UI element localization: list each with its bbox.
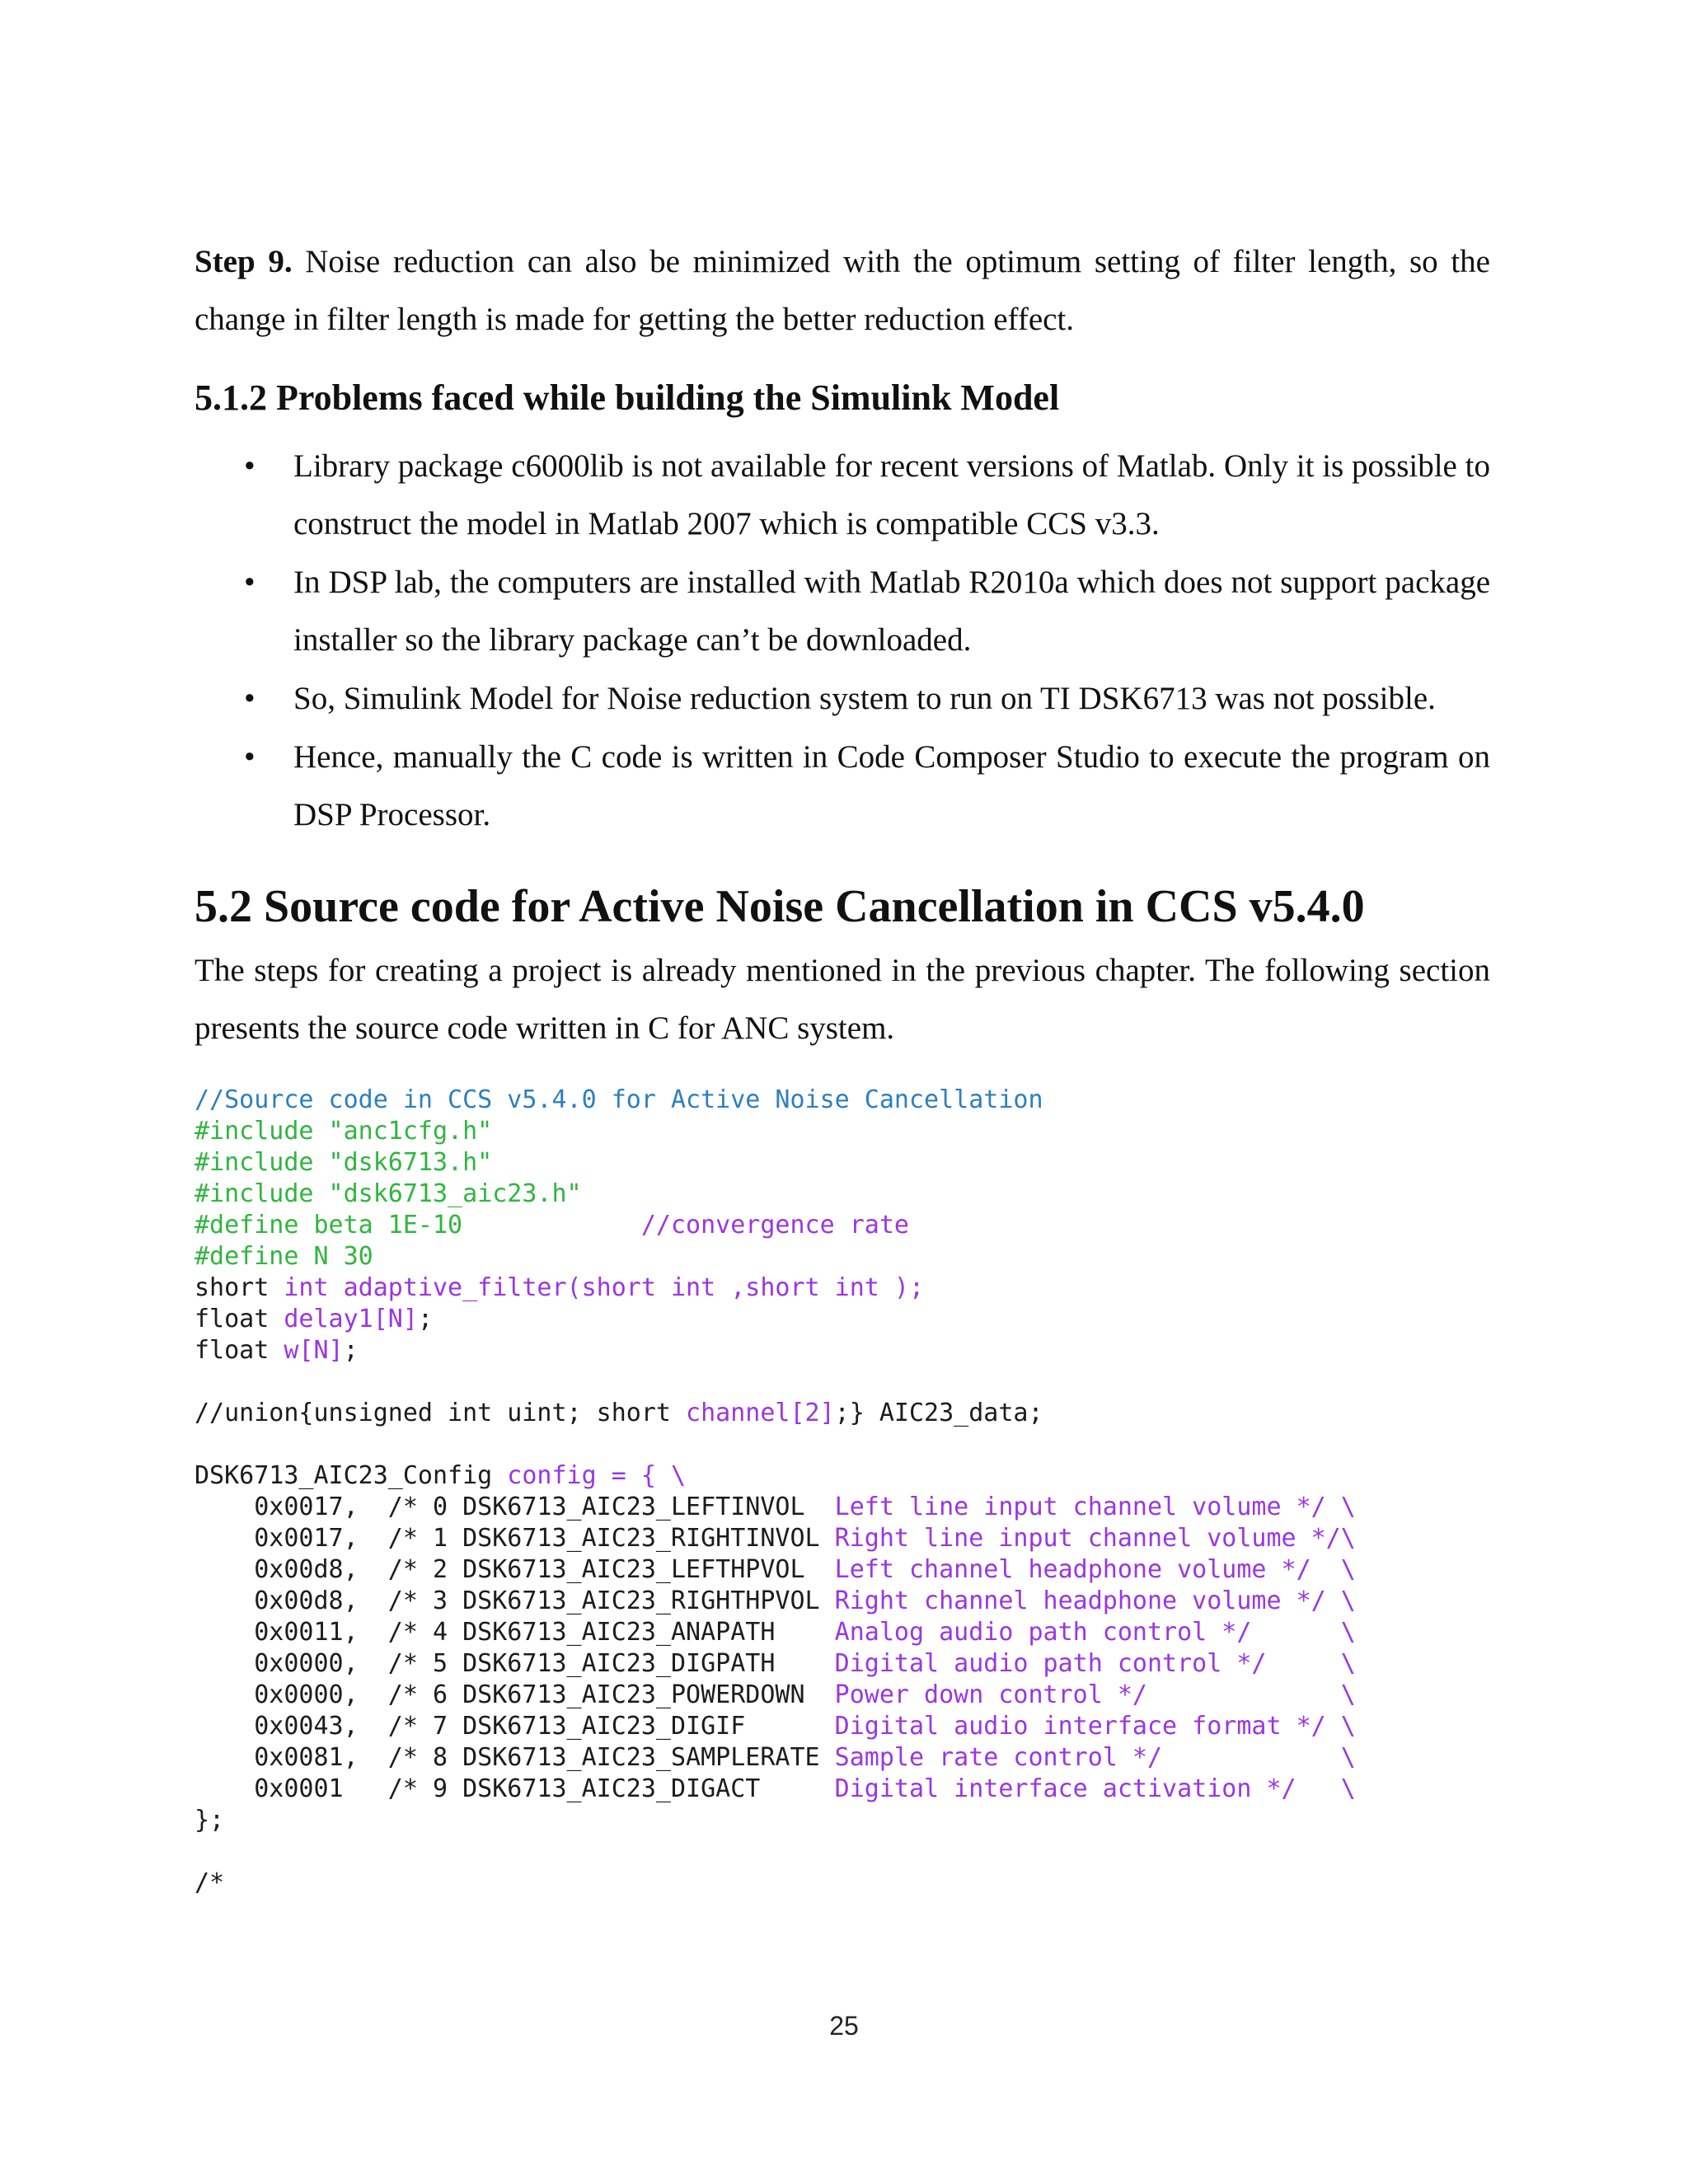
code-token: #include "anc1cfg.h" [195,1117,493,1146]
step-9-paragraph [195,233,1490,349]
code-line [195,1680,1356,1711]
code-token [462,1211,641,1240]
code-token: delay1[N] [284,1305,418,1333]
code-token: 0x0000, /* 6 DSK6713_AIC23_POWERDOWN [195,1680,835,1709]
code-token: int adaptive_filter(short int ,short int ); [284,1273,925,1302]
code-token: 0x00d8, /* 3 DSK6713_AIC23_RIGHTHPVOL [195,1586,835,1615]
problems-list [195,438,1490,845]
code-line [195,1648,1356,1680]
code-line [195,1523,1356,1554]
code-token: //union{unsigned int uint; short [195,1399,687,1427]
code-token: ;} AIC23_data; [834,1399,1043,1427]
code-token: Digital audio interface format */ \ [834,1712,1356,1741]
section-heading-5-2: 5.2 Source code for Active Noise Cancellation in CCS v5.4.0 [195,881,1365,932]
code-line [195,1429,1356,1460]
list-item [195,670,1490,728]
code-line [195,1335,1356,1366]
list-item [195,554,1490,669]
code-token: Power down control */ \ [834,1680,1356,1709]
code-token: float [195,1336,284,1365]
list-item-text: So, Simulink Model for Noise reduction system to run on TI DSK6713 was not possible. [293,681,1436,716]
code-token: Left channel headphone volume */ \ [834,1555,1356,1584]
code-token: config = { \ [507,1461,687,1490]
code-line [195,1210,1356,1241]
step-label: Step 9. [195,244,293,279]
code-line [195,1554,1356,1586]
code-token: 0x0011, /* 4 DSK6713_AIC23_ANAPATH [195,1618,835,1647]
code-token: float [195,1305,284,1333]
code-line [195,1366,1356,1398]
code-token: 0x0017, /* 0 DSK6713_AIC23_LEFTINVOL [195,1493,835,1521]
code-token: DSK6713_AIC23_Config [195,1461,508,1490]
code-line [195,1179,1356,1210]
list-item-text: Hence, manually the C code is written in Code Composer Studio to execute the program on DSP Processor. [293,739,1490,832]
source-code-block [195,1085,1356,1899]
code-token: 0x0043, /* 7 DSK6713_AIC23_DIGIF [195,1712,835,1741]
code-line [195,1272,1356,1304]
code-token: Digital audio path control */ \ [834,1649,1356,1678]
code-token: 0x0001 /* 9 DSK6713_AIC23_DIGACT [195,1774,835,1803]
code-token: #define beta 1E-10 [195,1211,463,1240]
code-token: short [195,1273,284,1302]
code-token: Left line input channel volume */ \ [834,1493,1356,1521]
list-item-text: Library package c6000lib is not available for recent versions of Matlab. Only it is possible to construct the model in Matlab 2007 which is compatible CCS v3.3. [293,448,1490,541]
code-token: channel[2] [686,1399,835,1427]
code-token: //convergence rate [640,1211,909,1240]
code-line [195,1460,1356,1492]
code-token: w[N] [284,1336,344,1365]
list-item-text: In DSP lab, the computers are installed with Matlab R2010a which does not support package installer so the library package can’t be downloaded. [293,565,1490,658]
code-token: Sample rate control */ \ [834,1743,1356,1772]
code-token: Right channel headphone volume */ \ [834,1586,1356,1615]
code-token: Right line input channel volume */\ [834,1524,1356,1553]
code-line [195,1711,1356,1742]
code-token: #include "dsk6713_aic23.h" [195,1179,582,1208]
code-token: /* [195,1868,225,1897]
code-token: Digital interface activation */ \ [834,1774,1356,1803]
bullet-icon: • [244,681,256,716]
code-line [195,1617,1356,1648]
code-line [195,1868,1356,1899]
code-line [195,1398,1356,1429]
code-line [195,1492,1356,1523]
section-heading-5-1-2: 5.1.2 Problems faced while building the Simulink Model [195,377,1060,418]
step-text: Noise reduction can also be minimized with the optimum setting of filter length, so the change in filter length is made for getting the better reduction effect. [195,244,1490,337]
code-token: ; [417,1305,433,1333]
code-token: #define N 30 [195,1242,373,1271]
list-item [195,438,1490,553]
code-line [195,1147,1356,1179]
code-token: 0x0000, /* 5 DSK6713_AIC23_DIGPATH [195,1649,835,1678]
code-token: }; [195,1806,225,1835]
code-line [195,1241,1356,1272]
code-line [195,1116,1356,1147]
code-token: #include "dsk6713.h" [195,1148,493,1177]
code-line [195,1586,1356,1617]
bullet-icon: • [244,739,256,775]
code-token: 0x00d8, /* 2 DSK6713_AIC23_LEFTHPVOL [195,1555,835,1584]
code-line [195,1085,1356,1116]
code-token: 0x0017, /* 1 DSK6713_AIC23_RIGHTINVOL [195,1524,835,1553]
code-line [195,1836,1356,1868]
code-token: 0x0081, /* 8 DSK6713_AIC23_SAMPLERATE [195,1743,835,1772]
code-line [195,1742,1356,1774]
bullet-icon: • [244,565,256,600]
code-token: ; [343,1336,359,1365]
code-line [195,1805,1356,1836]
code-token: Analog audio path control */ \ [834,1618,1356,1647]
list-item [195,729,1490,844]
code-token: //Source code in CCS v5.4.0 for Active Noise Cancellation [195,1085,1043,1114]
code-line [195,1774,1356,1805]
intro-paragraph: The steps for creating a project is already mentioned in the previous chapter. The following section presents the source code written in C for ANC system. [195,953,1490,1046]
bullet-icon: • [244,448,256,484]
code-line [195,1304,1356,1335]
page-number: 25 [829,2011,859,2041]
